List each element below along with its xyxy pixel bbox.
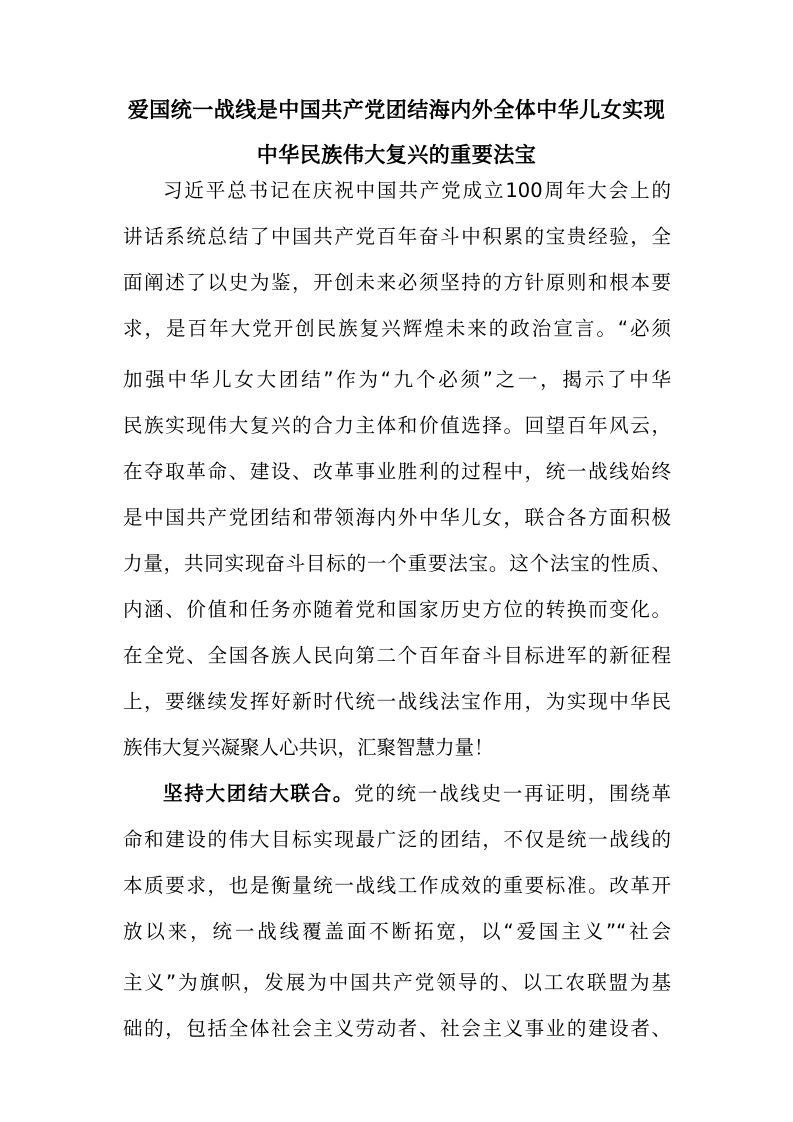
title-line-1: 爱国统一战线是中国共产党团结海内外全体中华儿女实现 [127,97,666,122]
paragraph-2-line-5: 主义”为旗帜，发展为中国共产党领导的、以工农联盟为基 [123,971,671,994]
paragraph-1-line-6: 民族实现伟大复兴的合力主体和价值选择。回望百年风云， [123,414,671,437]
paragraph-1-line-9: 力量，共同实现奋斗目标的一个重要法宝。这个法宝的性质、 [123,552,671,575]
paragraph-2-line-3: 本质要求，也是衡量统一战线工作成效的重要标准。改革开 [123,874,671,897]
paragraph-2-line-1 [163,779,671,809]
paragraph-1-line-12: 上，要继续发挥好新时代统一战线法宝作用，为实现中华民 [123,690,671,713]
paragraph-2-line-2: 命和建设的伟大目标实现最广泛的团结，不仅是统一战线的 [123,828,671,851]
paragraph-1-line-3: 面阐述了以史为鉴，开创未来必须坚持的方针原则和根本要 [123,271,671,294]
section-heading: 坚持大团结大联合。 [163,782,355,805]
paragraph-1-line-11: 在全党、全国各族人民向第二个百年奋斗目标进军的新征程 [123,644,671,667]
paragraph-1-line-8: 是中国共产党团结和带领海内外中华儿女，联合各方面积极 [123,506,671,529]
paragraph-2-line-4: 放以来，统一战线覆盖面不断拓宽，以“爱国主义”“社会 [123,920,671,943]
paragraph-2-line-1-text: 党的统一战线史一再证明，围绕革 [354,782,671,805]
paragraph-1-line-1: 习近平总书记在庆祝中国共产党成立100周年大会上的 [163,179,671,202]
paragraph-1-line-5: 加强中华儿女大团结”作为“九个必须”之一，揭示了中华 [123,368,671,391]
paragraph-1-line-4: 求，是百年大党开创民族复兴辉煌未来的政治宣言。“必须 [123,317,671,340]
paragraph-1-line-2: 讲话系统总结了中国共产党百年奋斗中积累的宝贵经验，全 [123,225,671,248]
title-line-2: 中华民族伟大复兴的重要法宝 [256,142,537,167]
paragraph-1-line-13: 族伟大复兴凝聚人心共识，汇聚智慧力量！ [123,736,494,759]
paragraph-2-line-6: 础的，包括全体社会主义劳动者、社会主义事业的建设者、 [123,1017,671,1040]
paragraph-1-line-7: 在夺取革命、建设、改革事业胜利的过程中，统一战线始终 [123,460,671,483]
paragraph-1-line-10: 内涵、价值和任务亦随着党和国家历史方位的转换而变化。 [123,598,671,621]
